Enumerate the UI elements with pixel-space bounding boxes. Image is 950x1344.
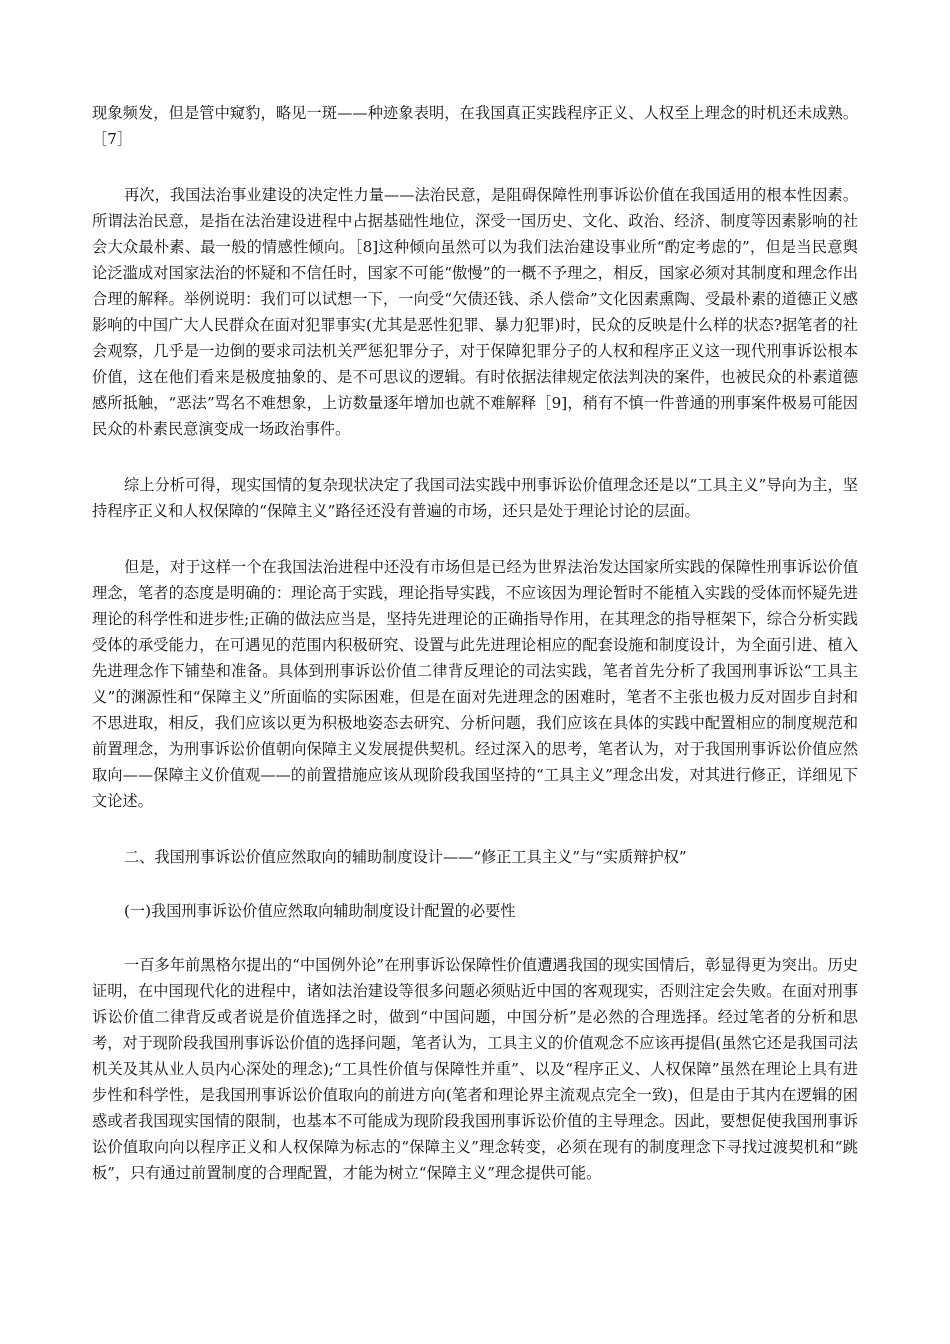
paragraph-author-position: 但是，对于这样一个在我国法治进程中还没有市场但是已经为世界法治发达国家所实践的保障性刑事诉讼价值理念，笔者的态度是明确的：理论高于实践，理论指导实践，不应该因为理论暂时不能植入实践的受体而怀疑先进理论的科学性和进步性;正确的做法应当是，坚持先进理论的正确指导作用，在其理念的指导框架下，综合分析实践受体的承受能力，在可遇见的范围内积极研究、设置与此先进理论相应的配套设施和制度设计，为全面引进、植入先进理念作下铺垫和准备。具体到刑事诉讼价值二律背反理论的司法实践，笔者首先分析了我国刑事诉讼“工具主义”的渊源性和“保障主义”所面临的实际困难，但是在面对先进理念的困难时，笔者不主张也极力反对固步自封和不思进取，相反，我们应该以更为积极地姿态去研究、分析问题，我们应该在具体的实践中配置相应的制度规范和前置理念，为刑事诉讼价值朝向保障主义发展提供契机。经过深入的思考，笔者认为，对于我国刑事诉讼价值应然取向——保障主义价值观——的前置措施应该从现阶段我国坚持的“工具主义”理念出发，对其进行修正，详细见下文论述。: [92, 558, 858, 810]
subsection-heading: (一)我国刑事诉讼价值应然取向辅助制度设计配置的必要性: [124, 902, 516, 920]
paragraph-necessity: 一百多年前黑格尔提出的“中国例外论”在刑事诉讼保障性价值遭遇我国的现实国情后，彰显得更为突出。历史证明，在中国现代化的进程中，诸如法治建设等很多问题必须贴近中国的客观现实，否则注定会失败。在面对刑事诉讼价值二律背反或者说是价值选择之时，做到“中国问题，中国分析”是必然的合理选择。经过笔者的分析和思考，对于现阶段我国刑事诉讼价值的选择问题，笔者认为，工具主义的价值观念不应该再提倡(虽然它还是我国司法机关及其从业人员内心深处的理念);“工具性价值与保障性并重”、以及“程序正义、人权保障”虽然在理论上具有进步性和科学性，是我国刑事诉讼价值取向的前进方向(笔者和理论界主流观点完全一致)，但是由于其内在逻辑的困惑或者我国现实国情的限制，也基本不可能成为现阶段我国刑事诉讼价值的主导理念。因此，要想促使我国刑事诉讼价值取向向以程序正义和人权保障为标志的“保障主义”理念转变，必须在现有的制度理念下寻找过渡契机和“跳板”，只有通过前置制度的合理配置，才能为树立“保障主义”理念提供可能。: [92, 956, 858, 1182]
section-heading: 二、我国刑事诉讼价值应然取向的辅助制度设计——“修正工具主义”与“实质辩护权”: [124, 848, 687, 866]
paragraph-continuation: 现象频发，但是管中窥豹，略见一斑——种迹象表明，在我国真正实践程序正义、人权至上理念的时机还未成熟。［7］: [92, 104, 858, 148]
document-page: [92, 100, 858, 1216]
paragraph-summary: 综上分析可得，现实国情的复杂现状决定了我国司法实践中刑事诉讼价值理念还是以“工具主义”导向为主，坚持程序正义和人权保障的“保障主义”路径还没有普遍的市场，还只是处于理论讨论的层面。: [92, 476, 858, 520]
paragraph-legal-public-opinion: 再次，我国法治事业建设的决定性力量——法治民意，是阻碍保障性刑事诉讼价值在我国适用的根本性因素。所谓法治民意，是指在法治建设进程中占据基础性地位，深受一国历史、文化、政治、经济、制度等因素影响的社会大众最朴素、最一般的情感性倾向。［8]这种倾向虽然可以为我们法治建设事业所“酌定考虑的”，但是当民意舆论泛滥成对国家法治的怀疑和不信任时，国家不可能“傲慢”的一概不予理之，相反，国家必须对其制度和理念作出合理的解释。举例说明：我们可以试想一下，一向受“欠债还钱、杀人偿命”文化因素熏陶、受最朴素的道德正义感影响的中国广大人民群众在面对犯罪事实(尤其是恶性犯罪、暴力犯罪)时，民众的反映是什么样的状态?据笔者的社会观察，几乎是一边倒的要求司法机关严惩犯罪分子，对于保障犯罪分子的人权和程序正义这一现代刑事诉讼根本价值，这在他们看来是极度抽象的、是不可思议的逻辑。有时依据法律规定依法判决的案件，也被民众的朴素道德感所抵触，“恶法”骂名不难想象，上访数量逐年增加也就不难解释［9]，稍有不慎一件普通的刑事案件极易可能因民众的朴素民意演变成一场政治事件。: [92, 186, 858, 438]
